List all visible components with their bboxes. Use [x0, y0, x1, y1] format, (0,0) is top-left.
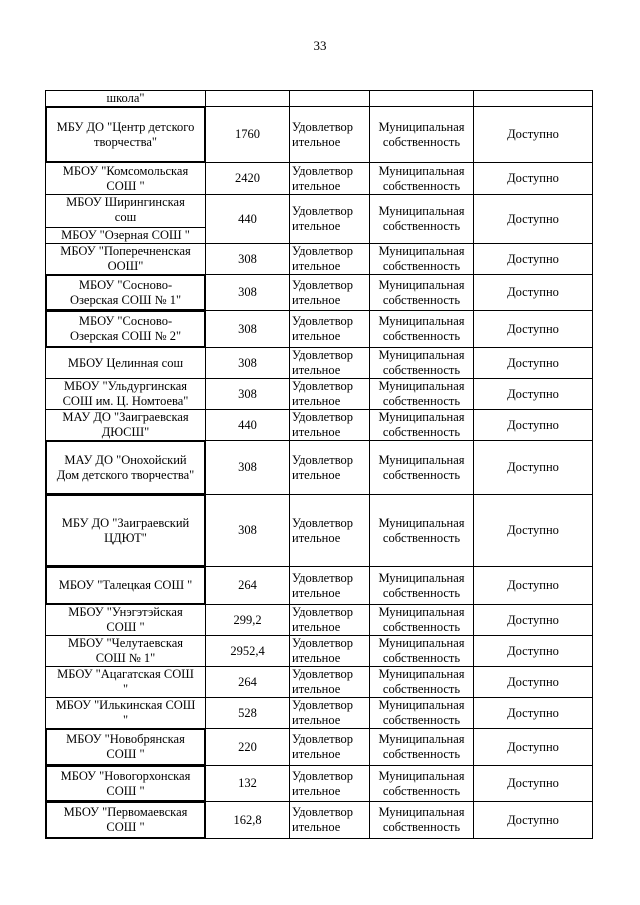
- condition-cell: [290, 729, 370, 766]
- accessibility-cell: Доступно: [474, 766, 593, 802]
- condition-line: Удовлетвор: [292, 605, 354, 619]
- institution-name-cell: [46, 567, 206, 605]
- institution-name-cell: [46, 410, 206, 441]
- institution-name-line: МБОУ "Поперечненская: [60, 244, 191, 258]
- accessibility-cell: Доступно: [474, 729, 593, 766]
- accessibility-cell: Доступно: [474, 667, 593, 698]
- ownership-cell: [370, 195, 474, 244]
- condition-line: Удовлетвор: [292, 570, 354, 585]
- accessibility-cell: Доступно: [474, 410, 593, 441]
- ownership-cell: [370, 410, 474, 441]
- ownership-line: Муниципальная: [378, 667, 465, 681]
- accessibility-cell: Доступно: [474, 275, 593, 311]
- ownership-cell: [370, 441, 474, 495]
- condition-line: Удовлетвор: [292, 768, 354, 783]
- ownership-cell: [370, 311, 474, 348]
- condition-line: ительное: [292, 747, 341, 761]
- area-cell: 2952,4: [206, 636, 290, 667]
- area-cell: 264: [206, 567, 290, 605]
- condition-line: ительное: [292, 783, 341, 798]
- table-row: [46, 348, 593, 379]
- area-cell: 308: [206, 495, 290, 567]
- condition-line: ительное: [292, 134, 341, 149]
- accessibility-cell: Доступно: [474, 698, 593, 729]
- area-cell: 264: [206, 667, 290, 698]
- condition-line: Удовлетвор: [292, 119, 354, 134]
- area-cell: 1760: [206, 107, 290, 163]
- institution-name-line: ЦДЮТ": [104, 530, 147, 545]
- ownership-cell: [370, 348, 474, 379]
- area-cell: 308: [206, 379, 290, 410]
- condition-cell: [290, 91, 370, 107]
- ownership-line: собственность: [382, 292, 461, 307]
- ownership-line: собственность: [382, 783, 461, 798]
- condition-cell: [290, 410, 370, 441]
- accessibility-cell: Доступно: [474, 311, 593, 348]
- institution-name-line: СОШ ": [106, 620, 145, 634]
- area-cell: 132: [206, 766, 290, 802]
- accessibility-cell: [474, 91, 593, 107]
- ownership-line: Муниципальная: [378, 379, 465, 393]
- accessibility-cell: Доступно: [474, 379, 593, 410]
- institution-name-line: СОШ № 1": [95, 651, 156, 665]
- ownership-line: собственность: [382, 713, 461, 727]
- ownership-line: собственность: [382, 585, 461, 600]
- institution-name-line: творчества": [93, 134, 157, 149]
- ownership-line: Муниципальная: [378, 277, 465, 292]
- institution-name-line: МБОУ "Ульдургинская: [63, 379, 188, 393]
- table-row: [46, 311, 593, 348]
- institution-name-cell: [46, 107, 206, 163]
- ownership-line: собственность: [382, 425, 461, 439]
- table-row: [46, 410, 593, 441]
- ownership-line: Муниципальная: [378, 732, 465, 746]
- condition-line: ительное: [292, 530, 341, 545]
- condition-line: Удовлетвор: [292, 277, 354, 292]
- condition-cell: [290, 311, 370, 348]
- ownership-cell: [370, 163, 474, 195]
- ownership-line: Муниципальная: [378, 768, 465, 783]
- condition-line: ительное: [292, 467, 341, 482]
- table-row: [46, 495, 593, 567]
- condition-line: Удовлетвор: [292, 314, 354, 328]
- ownership-line: Муниципальная: [378, 410, 465, 424]
- condition-line: Удовлетвор: [292, 805, 354, 819]
- table-row: [46, 698, 593, 729]
- table-row: [46, 163, 593, 195]
- institution-name-cell: [46, 195, 206, 244]
- condition-cell: [290, 163, 370, 195]
- condition-cell: [290, 107, 370, 163]
- ownership-cell: [370, 802, 474, 839]
- accessibility-cell: Доступно: [474, 163, 593, 195]
- institution-name-line: СОШ им. Ц. Номтоева": [62, 394, 189, 408]
- accessibility-cell: Доступно: [474, 107, 593, 163]
- condition-cell: [290, 275, 370, 311]
- area-cell: [206, 91, 290, 107]
- institution-name-line: МБОУ Ширингинская: [66, 195, 185, 209]
- institution-name-line: школа": [106, 91, 145, 105]
- ownership-cell: [370, 495, 474, 567]
- institution-name-line: МАУ ДО "Заиграевская: [62, 410, 189, 424]
- condition-line: ительное: [292, 620, 341, 634]
- institution-name-line: МБОУ "Ацагатская СОШ: [57, 667, 194, 681]
- institution-name-cell: [46, 163, 206, 195]
- ownership-line: собственность: [382, 747, 461, 761]
- ownership-line: Муниципальная: [378, 314, 465, 328]
- facilities-table: [45, 90, 593, 839]
- condition-cell: [290, 766, 370, 802]
- condition-line: ительное: [292, 259, 341, 273]
- institution-name-cell: [46, 636, 206, 667]
- table-row: [46, 441, 593, 495]
- condition-line: ительное: [292, 651, 341, 665]
- condition-line: Удовлетвор: [292, 379, 354, 393]
- accessibility-cell: Доступно: [474, 605, 593, 636]
- condition-line: Удовлетвор: [292, 667, 354, 681]
- condition-line: Удовлетвор: [292, 410, 354, 424]
- ownership-cell: [370, 567, 474, 605]
- area-cell: 440: [206, 195, 290, 244]
- ownership-line: собственность: [382, 651, 461, 665]
- table-row: [46, 729, 593, 766]
- condition-line: ительное: [292, 820, 341, 834]
- institution-name-cell: [46, 605, 206, 636]
- institution-name-line: МАУ ДО "Онохойский: [64, 452, 187, 467]
- condition-line: Удовлетвор: [292, 163, 354, 178]
- institution-name-line: МБОУ "Первомаевская: [63, 805, 188, 819]
- area-cell: 220: [206, 729, 290, 766]
- area-cell: 308: [206, 311, 290, 348]
- table-row: [46, 636, 593, 667]
- institution-name-cell: [46, 766, 206, 802]
- condition-cell: [290, 667, 370, 698]
- area-cell: 440: [206, 410, 290, 441]
- ownership-line: Муниципальная: [378, 348, 465, 362]
- institution-name-line: ": [122, 682, 129, 696]
- ownership-cell: [370, 244, 474, 275]
- condition-line: ительное: [292, 713, 341, 727]
- institution-name-line: МБОУ Целинная сош: [67, 355, 184, 370]
- ownership-line: собственность: [382, 259, 461, 273]
- condition-line: Удовлетвор: [292, 348, 354, 362]
- ownership-cell: [370, 107, 474, 163]
- institution-name-cell: [46, 91, 206, 107]
- area-cell: 308: [206, 244, 290, 275]
- condition-line: ительное: [292, 363, 341, 377]
- institution-subname: МБОУ "Озерная СОШ ": [61, 228, 190, 242]
- ownership-line: Муниципальная: [378, 570, 465, 585]
- ownership-line: Муниципальная: [378, 119, 465, 134]
- accessibility-cell: Доступно: [474, 244, 593, 275]
- institution-name-line: МБОУ "Талецкая СОШ ": [58, 578, 193, 592]
- institution-name-line: МБОУ "Унэгэтэйская: [68, 605, 183, 619]
- condition-line: ительное: [292, 292, 341, 307]
- institution-name-line: МБОУ "Новобрянская: [66, 732, 185, 746]
- condition-cell: [290, 441, 370, 495]
- ownership-cell: [370, 275, 474, 311]
- accessibility-cell: Доступно: [474, 802, 593, 839]
- area-cell: 308: [206, 275, 290, 311]
- area-cell: 162,8: [206, 802, 290, 839]
- institution-name-cell: [46, 441, 206, 495]
- institution-name-line: СОШ ": [106, 747, 145, 761]
- institution-name-line: МБОУ "Новогорхонская: [60, 768, 191, 783]
- table-row: [46, 244, 593, 275]
- ownership-cell: [370, 729, 474, 766]
- area-cell: 528: [206, 698, 290, 729]
- condition-line: Удовлетвор: [292, 636, 354, 650]
- condition-cell: [290, 348, 370, 379]
- condition-line: Удовлетвор: [292, 244, 354, 258]
- institution-name-cell: [46, 667, 206, 698]
- table-row: [46, 766, 593, 802]
- ownership-line: собственность: [382, 620, 461, 634]
- ownership-line: собственность: [382, 329, 461, 343]
- ownership-cell: [370, 91, 474, 107]
- accessibility-cell: Доступно: [474, 567, 593, 605]
- condition-line: Удовлетвор: [292, 204, 354, 218]
- condition-line: ительное: [292, 329, 341, 343]
- table-row: [46, 667, 593, 698]
- condition-cell: [290, 802, 370, 839]
- condition-cell: [290, 636, 370, 667]
- ownership-line: Муниципальная: [378, 805, 465, 819]
- table-row: [46, 275, 593, 311]
- area-cell: 299,2: [206, 605, 290, 636]
- ownership-line: Муниципальная: [378, 163, 465, 178]
- accessibility-cell: Доступно: [474, 636, 593, 667]
- condition-line: ительное: [292, 394, 341, 408]
- ownership-line: собственность: [382, 394, 461, 408]
- table-row: [46, 195, 593, 244]
- institution-name-cell: [46, 275, 206, 311]
- institution-name-cell: [46, 698, 206, 729]
- condition-cell: [290, 698, 370, 729]
- ownership-line: собственность: [382, 467, 461, 482]
- accessibility-cell: Доступно: [474, 441, 593, 495]
- ownership-line: собственность: [382, 530, 461, 545]
- ownership-line: собственность: [382, 219, 461, 233]
- institution-name-line: Озерская СОШ № 2": [69, 329, 182, 343]
- ownership-cell: [370, 636, 474, 667]
- ownership-line: Муниципальная: [378, 244, 465, 258]
- ownership-cell: [370, 379, 474, 410]
- institution-name-cell: [46, 729, 206, 766]
- institution-name-line: МБОУ "Челутаевская: [67, 636, 184, 650]
- condition-line: ительное: [292, 682, 341, 696]
- institution-name-line: ООШ": [107, 259, 144, 273]
- institution-name-line: МБОУ "Илькинская СОШ: [55, 698, 196, 712]
- institution-name-line: МБОУ "Сосново-: [78, 314, 173, 328]
- ownership-cell: [370, 698, 474, 729]
- ownership-line: Муниципальная: [378, 515, 465, 530]
- table-row: [46, 91, 593, 107]
- condition-line: ительное: [292, 219, 341, 233]
- condition-cell: [290, 195, 370, 244]
- institution-name-line: ДЮСШ": [101, 425, 150, 439]
- institution-name-line: СОШ ": [106, 783, 145, 798]
- ownership-line: Муниципальная: [378, 698, 465, 712]
- table-row: [46, 802, 593, 839]
- condition-line: ительное: [292, 585, 341, 600]
- ownership-line: собственность: [382, 178, 461, 193]
- institution-name-line: МБУ ДО "Заиграевский: [61, 515, 190, 530]
- ownership-cell: [370, 605, 474, 636]
- accessibility-cell: Доступно: [474, 348, 593, 379]
- institution-name-line: СОШ ": [106, 820, 145, 834]
- institution-name-line: СОШ ": [106, 178, 145, 193]
- table-row: [46, 605, 593, 636]
- table-row: [46, 107, 593, 163]
- ownership-line: собственность: [382, 134, 461, 149]
- condition-line: Удовлетвор: [292, 732, 354, 746]
- condition-line: Удовлетвор: [292, 698, 354, 712]
- condition-line: Удовлетвор: [292, 515, 354, 530]
- accessibility-cell: Доступно: [474, 195, 593, 244]
- ownership-cell: [370, 766, 474, 802]
- table-row: [46, 379, 593, 410]
- area-cell: 2420: [206, 163, 290, 195]
- area-cell: 308: [206, 441, 290, 495]
- accessibility-cell: Доступно: [474, 495, 593, 567]
- page-number: 33: [313, 38, 327, 53]
- institution-name-cell: [46, 244, 206, 275]
- institution-name-cell: [46, 495, 206, 567]
- condition-cell: [290, 567, 370, 605]
- table-row: [46, 567, 593, 605]
- institution-name-line: Озерская СОШ № 1": [69, 292, 182, 307]
- institution-name-cell: [46, 379, 206, 410]
- condition-cell: [290, 605, 370, 636]
- institution-name-line: МБОУ "Комсомольская: [62, 163, 189, 178]
- institution-name-line: сош: [114, 210, 137, 224]
- institution-name-cell: [46, 802, 206, 839]
- condition-line: ительное: [292, 178, 341, 193]
- institution-name-line: МБОУ "Сосново-: [78, 277, 173, 292]
- ownership-line: собственность: [382, 820, 461, 834]
- area-cell: 308: [206, 348, 290, 379]
- ownership-line: Муниципальная: [378, 452, 465, 467]
- condition-cell: [290, 379, 370, 410]
- ownership-line: Муниципальная: [378, 204, 465, 218]
- condition-cell: [290, 495, 370, 567]
- ownership-line: собственность: [382, 363, 461, 377]
- ownership-line: Муниципальная: [378, 605, 465, 619]
- condition-line: Удовлетвор: [292, 452, 354, 467]
- institution-name-cell: [46, 311, 206, 348]
- institution-name-line: Дом детского творчества": [56, 467, 195, 482]
- institution-name-cell: [46, 348, 206, 379]
- ownership-line: Муниципальная: [378, 636, 465, 650]
- institution-name-line: МБУ ДО "Центр детского: [56, 119, 195, 134]
- condition-line: ительное: [292, 425, 341, 439]
- ownership-cell: [370, 667, 474, 698]
- institution-name-line: ": [122, 713, 129, 727]
- condition-cell: [290, 244, 370, 275]
- ownership-line: собственность: [382, 682, 461, 696]
